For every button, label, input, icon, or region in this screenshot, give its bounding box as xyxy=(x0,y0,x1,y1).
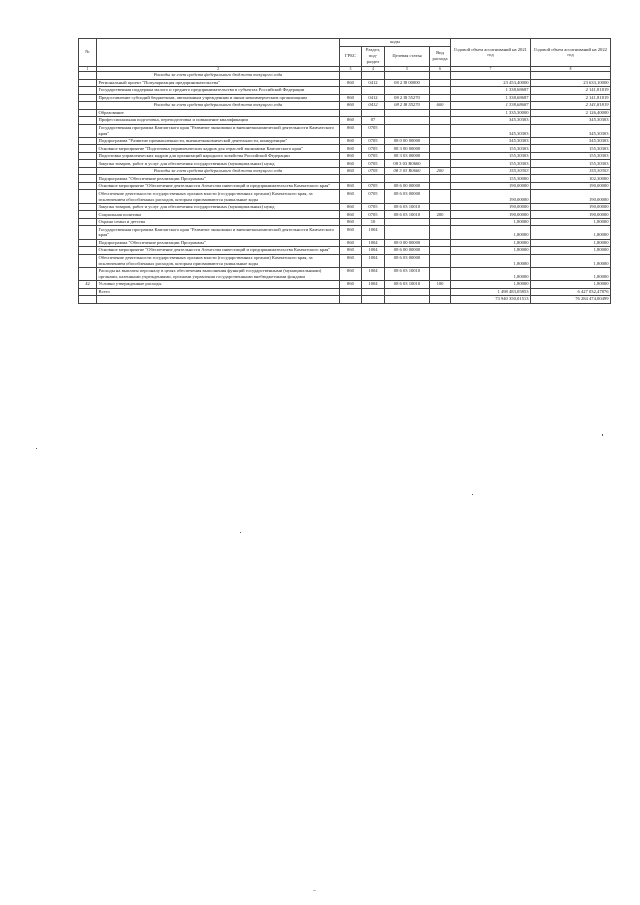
cell-rz xyxy=(362,87,385,95)
cell-cs: 08 2 I8 55270 xyxy=(385,94,430,102)
cell-rz: 0705 xyxy=(362,160,385,168)
cell-vr: 200 xyxy=(430,211,451,219)
cell-y2022: 6 427 032,47876 xyxy=(531,288,611,296)
cell-grbs xyxy=(340,288,362,296)
cell-rz xyxy=(362,109,385,117)
cell-name: Обеспечение деятельности государственных органов власти (государственных органов) Камчатского края, за исключением обособленных расходов, которым присваиваются уникальные коды xyxy=(97,254,340,267)
cell-y2021: 190,00000 xyxy=(451,203,531,211)
cell-rz: 1004 xyxy=(362,254,385,267)
scan-speck xyxy=(602,434,603,436)
cell-vr: 200 xyxy=(430,167,451,175)
cell-no xyxy=(79,117,97,125)
cell-vr: 600 xyxy=(430,102,451,110)
cell-vr: 100 xyxy=(430,281,451,289)
col-target-header: Целевая статья xyxy=(385,46,430,66)
cell-rz: 1004 xyxy=(362,281,385,289)
table-row xyxy=(79,254,611,267)
cell-grbs: 860 xyxy=(340,94,362,102)
table-row xyxy=(79,175,611,183)
cell-name: Обеспечение деятельности государственных органов власти (государственных органов) Камчатского края, за исключением обособленных расходов, которым присваиваются уникальные коды xyxy=(97,190,340,203)
cell-vr xyxy=(430,226,451,239)
table-row xyxy=(79,190,611,203)
cell-no xyxy=(79,137,97,145)
cell-cs: 08 6 03 10010 xyxy=(385,267,430,280)
cell-y2021: 190,00000 xyxy=(451,211,531,219)
cell-y2022: 345,30303 xyxy=(531,117,611,125)
cell-vr xyxy=(430,117,451,125)
cell-vr xyxy=(430,254,451,267)
codes-group-header: коды xyxy=(340,39,451,47)
cell-name: Закупка товаров, работ и услуг для обеспечения государственных (муниципальных) нужд xyxy=(97,203,340,211)
table-row xyxy=(79,203,611,211)
cell-grbs: 860 xyxy=(340,203,362,211)
column-number: 8 xyxy=(531,66,611,71)
table-row xyxy=(79,109,611,117)
cell-grbs: 860 xyxy=(340,239,362,247)
cell-y2021: 1 498 483,05853 xyxy=(451,288,531,296)
column-number: 2 xyxy=(97,66,340,71)
cell-no xyxy=(79,72,97,80)
cell-cs: 08 0 00 00000 xyxy=(385,239,430,247)
table-row xyxy=(79,182,611,190)
cell-grbs: 860 xyxy=(340,145,362,153)
cell-name: Государственная программа Камчатского края "Развитие экономики и внешнеэкономической деятельности Камчатского края" xyxy=(97,226,340,239)
section-row xyxy=(79,102,611,110)
cell-rz xyxy=(362,72,385,80)
cell-y2022: 190,00000 xyxy=(531,190,611,203)
cell-grbs: 860 xyxy=(340,267,362,280)
section-row xyxy=(79,72,611,80)
cell-name: Основное мероприятие "Подготовка управленческих кадров для отраслей экономики Камчатского края" xyxy=(97,145,340,153)
col-grbs-header: ГРБС xyxy=(340,46,362,66)
cell-y2021: 1,80000 xyxy=(451,281,531,289)
cell-name: Подпрограмма "Развитие промышленности, внешнеэкономической деятельности, конкуренции" xyxy=(97,137,340,145)
cell-rz: 0705 xyxy=(362,203,385,211)
cell-name: Закупка товаров, работ и услуг для обеспечения государственных (муниципальных) нужд xyxy=(97,160,340,168)
cell-cs: 08 6 03 10010 xyxy=(385,211,430,219)
cell-no xyxy=(79,211,97,219)
col-no-header: № xyxy=(79,39,97,67)
cell-rz: 0705 xyxy=(362,190,385,203)
cell-name: Профессиональная подготовка, переподготовка и повышение квалификации xyxy=(97,117,340,125)
cell-y2022: 190,00000 xyxy=(531,211,611,219)
cell-cs: 08 3 03 R0660 xyxy=(385,167,430,175)
column-number: 6 xyxy=(430,66,451,71)
cell-grbs xyxy=(340,87,362,95)
cell-grbs: 860 xyxy=(340,160,362,168)
table-row xyxy=(79,152,611,160)
cell-y2021: 155,30303 xyxy=(451,167,531,175)
table-row xyxy=(79,160,611,168)
table-row xyxy=(79,124,611,137)
cell-y2022: 2 141,81819 xyxy=(531,87,611,95)
cell-cs: 08 3 03 R0660 xyxy=(385,160,430,168)
col-2022-header: Годовой объем ассигнований на 2022 год xyxy=(531,39,611,67)
cell-cs xyxy=(385,124,430,137)
cell-grbs: 860 xyxy=(340,211,362,219)
cell-name: Подготовка управленческих кадров для организаций народного хозяйства Российской Федерации xyxy=(97,152,340,160)
cell-rz: 1004 xyxy=(362,267,385,280)
cell-rz xyxy=(362,288,385,296)
scan-speck xyxy=(36,448,37,449)
cell-cs: 08 6 03 00000 xyxy=(385,254,430,267)
grand-total-2021: 73 940 350,01513 xyxy=(451,296,531,304)
cell-vr xyxy=(430,124,451,137)
cell-vr xyxy=(430,175,451,183)
col-2021-header: Годовой объем ассигнований на 2021 год xyxy=(451,39,531,67)
cell-grbs: 860 xyxy=(340,218,362,226)
cell-y2021: 1 335,30000 xyxy=(451,109,531,117)
cell-no xyxy=(79,87,97,95)
cell-y2021: 1,80000 xyxy=(451,218,531,226)
cell-y2022: 345,30303 xyxy=(531,124,611,137)
cell-grbs: 860 xyxy=(340,137,362,145)
cell-rz: 0705 xyxy=(362,124,385,137)
cell-no xyxy=(79,182,97,190)
table-row xyxy=(79,94,611,102)
cell-name: Всего xyxy=(97,288,340,296)
cell-cs xyxy=(385,109,430,117)
cell-vr xyxy=(430,203,451,211)
cell-grbs: 860 xyxy=(340,79,362,87)
cell-vr xyxy=(430,239,451,247)
cell-rz: 1004 xyxy=(362,247,385,255)
cell-vr xyxy=(430,137,451,145)
cell-cs xyxy=(385,226,430,239)
cell-rz: 0705 xyxy=(362,167,385,175)
cell-rz: 10 xyxy=(362,218,385,226)
cell-cs xyxy=(385,72,430,80)
cell-rz: 0412 xyxy=(362,94,385,102)
cell-vr xyxy=(430,160,451,168)
cell-y2022: 1,80000 xyxy=(531,254,611,267)
cell-rz: 0705 xyxy=(362,137,385,145)
cell-vr xyxy=(430,72,451,80)
table-row xyxy=(79,288,611,296)
table-row xyxy=(79,281,611,289)
grand-total-2022: 76 284 474,00499 xyxy=(531,296,611,304)
cell-no xyxy=(79,190,97,203)
cell-name: Условно утвержденные расходы xyxy=(97,281,340,289)
cell-vr xyxy=(430,190,451,203)
cell-rz: 0705 xyxy=(362,182,385,190)
cell-rz: 0705 xyxy=(362,211,385,219)
table-row xyxy=(79,247,611,255)
cell-cs: 08 6 03 10010 xyxy=(385,203,430,211)
cell-grbs: 860 xyxy=(340,254,362,267)
cell-y2021: 190,00000 xyxy=(451,190,531,203)
cell-y2022: 1,80000 xyxy=(531,239,611,247)
cell-no xyxy=(79,203,97,211)
cell-name: Расходы за счет средств федерального бюджета текущего года xyxy=(97,72,340,80)
cell-grbs: 860 xyxy=(340,182,362,190)
cell-name: Основное мероприятие "Обеспечение деятельности Агентства инвестиций и предпринимательства Камчатского края" xyxy=(97,247,340,255)
cell-name: Расходы за счет средств федерального бюджета текущего года xyxy=(97,167,340,175)
cell-y2021: 155,30303 xyxy=(451,152,531,160)
cell-grbs: 860 xyxy=(340,247,362,255)
budget-table xyxy=(78,38,611,304)
cell-no xyxy=(79,167,97,175)
cell-y2022: 1,80000 xyxy=(531,218,611,226)
cell-y2022: 2 141,81819 xyxy=(531,102,611,110)
col-name-header xyxy=(97,39,340,67)
cell-vr xyxy=(430,79,451,87)
cell-y2022: 1,80000 xyxy=(531,267,611,280)
cell-no xyxy=(79,239,97,247)
cell-vr xyxy=(430,267,451,280)
cell-grbs: 860 xyxy=(340,167,362,175)
cell-y2021: 1,80000 xyxy=(451,267,531,280)
cell-vr xyxy=(430,152,451,160)
column-number: 1 xyxy=(79,66,97,71)
col-section-header: Раздел, под-раздел xyxy=(362,46,385,66)
cell-rz: 1004 xyxy=(362,226,385,239)
grand-total-row xyxy=(79,296,611,304)
cell-rz: 0412 xyxy=(362,102,385,110)
column-number: 7 xyxy=(451,66,531,71)
cell-grbs: 860 xyxy=(340,117,362,125)
table-row xyxy=(79,137,611,145)
cell-grbs xyxy=(340,72,362,80)
cell-no xyxy=(79,254,97,267)
cell-rz: 0705 xyxy=(362,145,385,153)
cell-rz: 0705 xyxy=(362,152,385,160)
cell-y2021: 23 453,40000 xyxy=(451,79,531,87)
scan-speck xyxy=(472,494,473,495)
cell-y2021 xyxy=(451,72,531,80)
cell-name: Государственная поддержка малого и среднего предпринимательства в субъектах Российской Федерации xyxy=(97,87,340,95)
cell-no xyxy=(79,226,97,239)
cell-y2022: 102,30000 xyxy=(531,175,611,183)
cell-cs xyxy=(385,87,430,95)
cell-y2022: 190,00000 xyxy=(531,182,611,190)
cell-cs: 08 2 I8 55270 xyxy=(385,102,430,110)
cell-y2021: 1,80000 xyxy=(451,247,531,255)
table-row xyxy=(79,145,611,153)
table-row xyxy=(79,267,611,280)
table-row xyxy=(79,218,611,226)
cell-y2021: 155,30303 xyxy=(451,145,531,153)
cell-y2022 xyxy=(531,72,611,80)
cell-no xyxy=(79,79,97,87)
cell-vr xyxy=(430,145,451,153)
cell-no xyxy=(79,288,97,296)
cell-vr xyxy=(430,94,451,102)
cell-y2022: 1,80000 xyxy=(531,226,611,239)
budget-table-sheet xyxy=(78,38,610,304)
cell-cs: 08 2 I8 00000 xyxy=(385,79,430,87)
cell-y2022: 2 126,40000 xyxy=(531,109,611,117)
cell-no xyxy=(79,267,97,280)
scan-speck xyxy=(240,532,241,533)
cell-no xyxy=(79,124,97,137)
table-row xyxy=(79,87,611,95)
cell-grbs: 860 xyxy=(340,190,362,203)
cell-name: Региональный проект "Популяризация предпринимательства" xyxy=(97,79,340,87)
cell-name: Предоставление субсидий бюджетным, автономным учреждениям и иным некоммерческим организациям xyxy=(97,94,340,102)
cell-name: Государственная программа Камчатского края "Развитие экономики и внешнеэкономической деятельности Камчатского края" xyxy=(97,124,340,137)
cell-cs: 08 6 03 00000 xyxy=(385,190,430,203)
cell-cs xyxy=(385,218,430,226)
cell-cs: 08 3 00 00000 xyxy=(385,145,430,153)
cell-no xyxy=(79,218,97,226)
cell-vr xyxy=(430,109,451,117)
cell-y2022: 23 633,10000 xyxy=(531,79,611,87)
cell-cs: 08 6 00 00000 xyxy=(385,247,430,255)
col-kind-header: Вид расхода xyxy=(430,46,451,66)
cell-grbs: 860 xyxy=(340,124,362,137)
cell-cs xyxy=(385,117,430,125)
cell-y2021: 1 338,68687 xyxy=(451,102,531,110)
table-row xyxy=(79,239,611,247)
cell-name: Социальная политика xyxy=(97,211,340,219)
cell-y2021: 1 338,68687 xyxy=(451,87,531,95)
cell-no xyxy=(79,94,97,102)
cell-y2022: 345,30303 xyxy=(531,137,611,145)
cell-name: Подпрограмма "Обеспечение реализации Программы" xyxy=(97,175,340,183)
cell-y2021: 345,30303 xyxy=(451,137,531,145)
cell-grbs xyxy=(340,175,362,183)
cell-y2021: 1,80000 xyxy=(451,226,531,239)
table-row xyxy=(79,211,611,219)
cell-cs: 08 0 00 00000 xyxy=(385,137,430,145)
cell-grbs: 860 xyxy=(340,281,362,289)
cell-y2022: 155,30303 xyxy=(531,152,611,160)
cell-grbs xyxy=(340,109,362,117)
cell-no xyxy=(79,247,97,255)
cell-vr xyxy=(430,288,451,296)
cell-y2021: 1,80000 xyxy=(451,254,531,267)
table-body xyxy=(79,72,611,296)
cell-name: Охрана семьи и детства xyxy=(97,218,340,226)
column-number: 4 xyxy=(362,66,385,71)
cell-y2022: 2 141,81819 xyxy=(531,94,611,102)
cell-vr xyxy=(430,182,451,190)
cell-vr xyxy=(430,218,451,226)
cell-rz: 1004 xyxy=(362,239,385,247)
column-number: 3 xyxy=(340,66,362,71)
cell-cs xyxy=(385,175,430,183)
table-row xyxy=(79,117,611,125)
cell-y2022: 155,30303 xyxy=(531,145,611,153)
cell-cs: 08 6 03 10010 xyxy=(385,281,430,289)
cell-vr xyxy=(430,247,451,255)
header-row-1 xyxy=(79,39,611,47)
table-row xyxy=(79,79,611,87)
cell-y2021: 155,30303 xyxy=(451,160,531,168)
cell-y2022: 1,80000 xyxy=(531,281,611,289)
page-footer-mark: – xyxy=(313,888,316,894)
cell-no xyxy=(79,102,97,110)
cell-cs: 08 6 00 00000 xyxy=(385,182,430,190)
cell-no xyxy=(79,109,97,117)
cell-rz: 0412 xyxy=(362,79,385,87)
cell-name: Образование xyxy=(97,109,340,117)
cell-grbs: 860 xyxy=(340,226,362,239)
table-row xyxy=(79,226,611,239)
cell-name: Расходы на выплаты персоналу в целях обеспечения выполнения функций государственными (муниципальными) органами, казенными учреждениями, органами управления государственными внебюджетными фондами xyxy=(97,267,340,280)
cell-name: Расходы за счет средств федерального бюджета текущего года xyxy=(97,102,340,110)
cell-no xyxy=(79,145,97,153)
cell-y2021: 1,80000 xyxy=(451,239,531,247)
cell-grbs: 860 xyxy=(340,152,362,160)
cell-no xyxy=(79,160,97,168)
cell-y2022: 190,00000 xyxy=(531,203,611,211)
cell-cs: 08 3 03 00000 xyxy=(385,152,430,160)
cell-y2022: 1,80000 xyxy=(531,247,611,255)
cell-y2021: 345,30303 xyxy=(451,117,531,125)
cell-y2022: 155,30303 xyxy=(531,167,611,175)
cell-y2021: 1 338,68687 xyxy=(451,94,531,102)
cell-grbs: 860 xyxy=(340,102,362,110)
cell-y2022: 155,30303 xyxy=(531,160,611,168)
cell-y2021: 345,30303 xyxy=(451,124,531,137)
cell-y2021: 190,00000 xyxy=(451,182,531,190)
cell-name: Основное мероприятие "Обеспечение деятельности Агентства инвестиций и предпринимательства Камчатского края" xyxy=(97,182,340,190)
cell-rz: 07 xyxy=(362,117,385,125)
section-row xyxy=(79,167,611,175)
cell-name: Подпрограмма "Обеспечение реализации Программы" xyxy=(97,239,340,247)
cell-vr xyxy=(430,87,451,95)
cell-no xyxy=(79,152,97,160)
cell-no xyxy=(79,175,97,183)
column-number: 5 xyxy=(385,66,430,71)
cell-cs xyxy=(385,288,430,296)
cell-no: 42 xyxy=(79,281,97,289)
cell-y2021: 155,30000 xyxy=(451,175,531,183)
cell-rz xyxy=(362,175,385,183)
